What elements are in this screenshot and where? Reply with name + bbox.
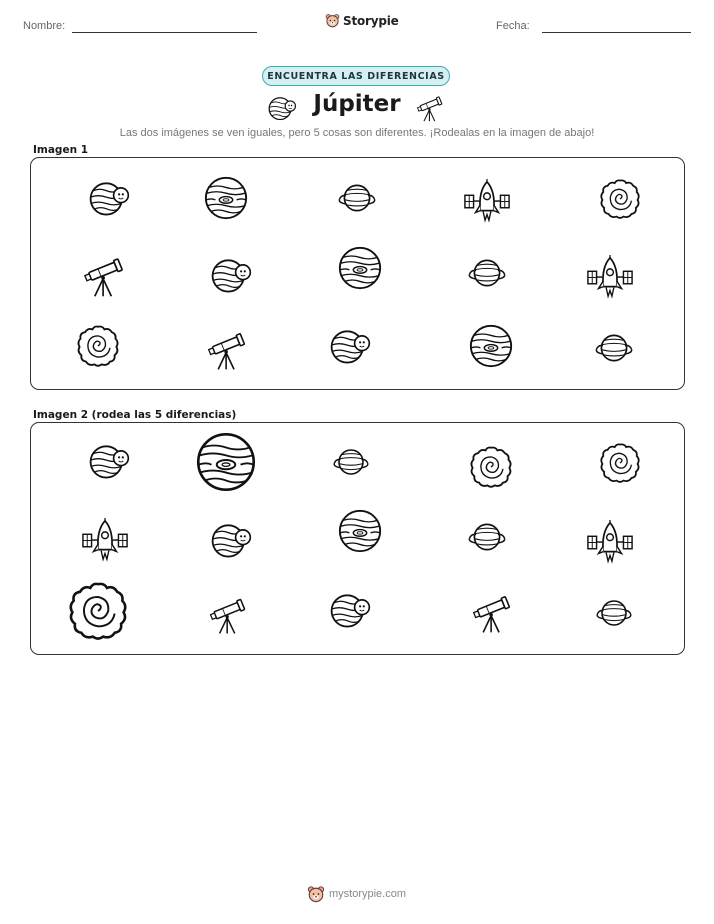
footer	[307, 885, 406, 903]
rocket-icon	[463, 177, 511, 227]
brand-name: Storypie	[343, 13, 399, 28]
spiral-cloud-icon[interactable]	[468, 444, 514, 490]
jupiter-icon	[202, 174, 250, 222]
planet-face-icon	[324, 323, 376, 369]
bear-icon	[325, 13, 340, 28]
planet-face-icon	[324, 587, 376, 633]
image1-panel	[30, 157, 685, 390]
name-field-line[interactable]	[72, 32, 257, 33]
instructions: Las dos imágenes se ven iguales, pero 5 cosas son diferentes. ¡Rodealas en la imagen de abajo!	[119, 127, 595, 139]
telescope-icon	[205, 328, 249, 372]
ringed-planet-icon	[590, 593, 638, 633]
jupiter-icon	[467, 322, 515, 370]
rocket-icon	[586, 518, 634, 568]
bear-icon	[307, 885, 325, 903]
image1-label: Imagen 1	[33, 144, 89, 156]
telescope-icon	[415, 93, 445, 123]
date-label: Fecha:	[496, 20, 530, 32]
jupiter-icon	[336, 507, 384, 555]
ringed-planet-icon	[326, 442, 376, 482]
name-label: Nombre:	[23, 20, 66, 32]
date-field-line[interactable]	[542, 32, 691, 33]
jupiter-icon	[336, 244, 384, 292]
ringed-planet-icon	[329, 177, 385, 219]
spiral-cloud-icon	[75, 323, 121, 369]
image2-panel	[30, 422, 685, 655]
image2-label: Imagen 2 (rodea las 5 diferencias)	[33, 409, 237, 421]
ringed-planet-icon	[589, 327, 639, 369]
planet-face-icon	[205, 252, 257, 298]
planet-face-icon	[83, 438, 135, 484]
footer-site: mystorypie.com	[329, 888, 407, 900]
storypie-logo	[325, 13, 399, 28]
spiral-cloud-icon	[598, 177, 642, 221]
telescope-icon	[81, 253, 127, 299]
spiral-cloud-icon[interactable]	[66, 579, 130, 643]
spiral-cloud-icon	[598, 441, 642, 485]
activity-tag: ENCUENTRA LAS DIFERENCIAS	[262, 66, 450, 86]
planet-face-icon	[83, 175, 135, 221]
page-title: Júpiter	[313, 91, 401, 117]
rocket-icon[interactable]	[81, 516, 129, 566]
planet-face-icon	[205, 517, 257, 563]
telescope-icon	[207, 594, 249, 636]
ringed-planet-icon	[462, 516, 512, 558]
ringed-planet-icon	[462, 252, 512, 294]
telescope-icon[interactable]	[470, 591, 514, 635]
rocket-icon	[586, 253, 634, 303]
jupiter-icon[interactable]	[193, 429, 259, 495]
